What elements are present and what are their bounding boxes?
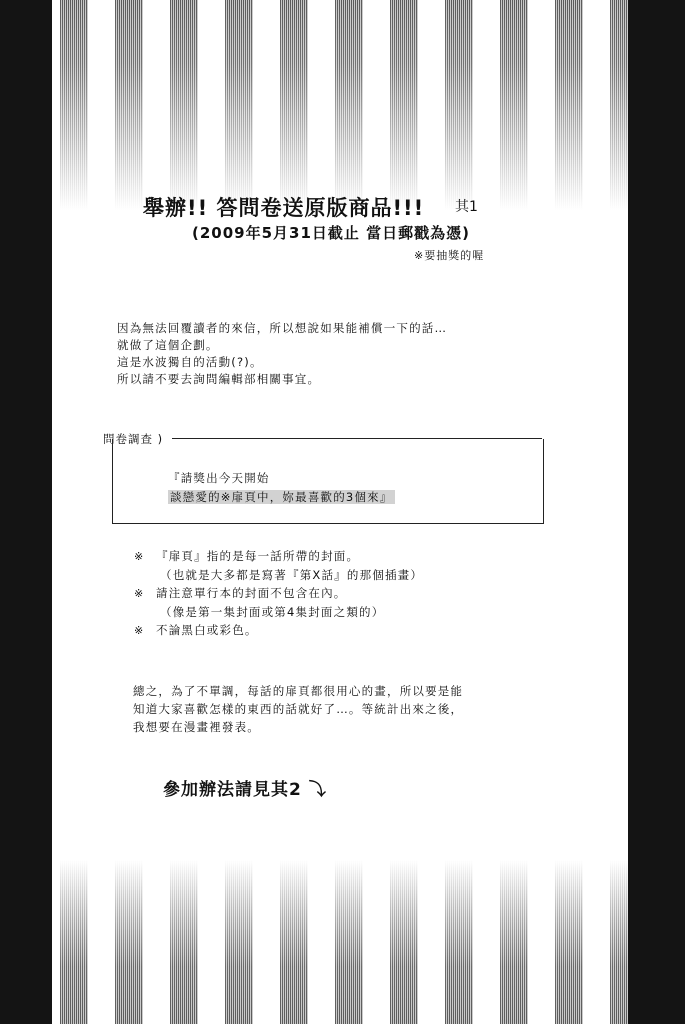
- survey-question-line: 談戀愛的※扉頁中，妳最喜歡的3個來』: [170, 490, 393, 504]
- bullet-list: [134, 547, 423, 640]
- deadline-text: (2009年5月31日截止 當日郵戳為憑): [192, 224, 470, 242]
- intro-line: 所以請不要去詢問編輯部相關事宜。: [117, 372, 321, 386]
- bullet-item: ※ 不論黑白或彩色。: [134, 621, 423, 640]
- intro-line: 就做了這個企劃。: [117, 338, 219, 352]
- bottom-stripe-pattern: [52, 860, 628, 1024]
- intro-line: 這是水波獨自的活動(?)。: [117, 355, 263, 369]
- lottery-note: ※要抽獎的喔: [414, 249, 485, 262]
- survey-label: 問卷調查 ): [103, 432, 164, 446]
- bullet-subitem: （也就是大多都是寫著『第X話』的那個插畫）: [160, 568, 424, 582]
- see-part-two-text: 參加辦法請見其2 ⤵: [163, 780, 327, 800]
- bullet-mark: ※: [134, 587, 145, 600]
- left-black-border: [0, 0, 52, 1024]
- summary-paragraph: [133, 682, 463, 736]
- bullet-item: ※ 請注意單行本的封面不包含在內。: [134, 584, 423, 603]
- page-title: 舉辦!! 答問卷送原版商品!!!: [143, 196, 425, 220]
- right-black-border: [628, 0, 685, 1024]
- bullet-item: ※ 『扉頁』指的是每一話所帶的封面。: [134, 547, 423, 566]
- bullet-subitem: （像是第一集封面或第4集封面之類的）: [160, 605, 385, 619]
- top-stripe-pattern: [52, 0, 628, 210]
- summary-line: 總之，為了不單調，每話的扉頁都很用心的畫，所以要是能: [133, 684, 464, 698]
- intro-line: 因為無法回覆讀者的來信，所以想說如果能補償一下的話…: [117, 321, 448, 335]
- survey-question-line: 『請獎出今天開始: [168, 471, 270, 485]
- title-part-label: 其1: [455, 199, 478, 215]
- survey-question: [168, 469, 395, 507]
- summary-line: 知道大家喜歡怎樣的東西的話就好了…。等統計出來之後，: [133, 702, 464, 716]
- bullet-mark: ※: [134, 550, 145, 563]
- bullet-mark: ※: [134, 624, 145, 637]
- summary-line: 我想要在漫畫裡發表。: [133, 720, 260, 734]
